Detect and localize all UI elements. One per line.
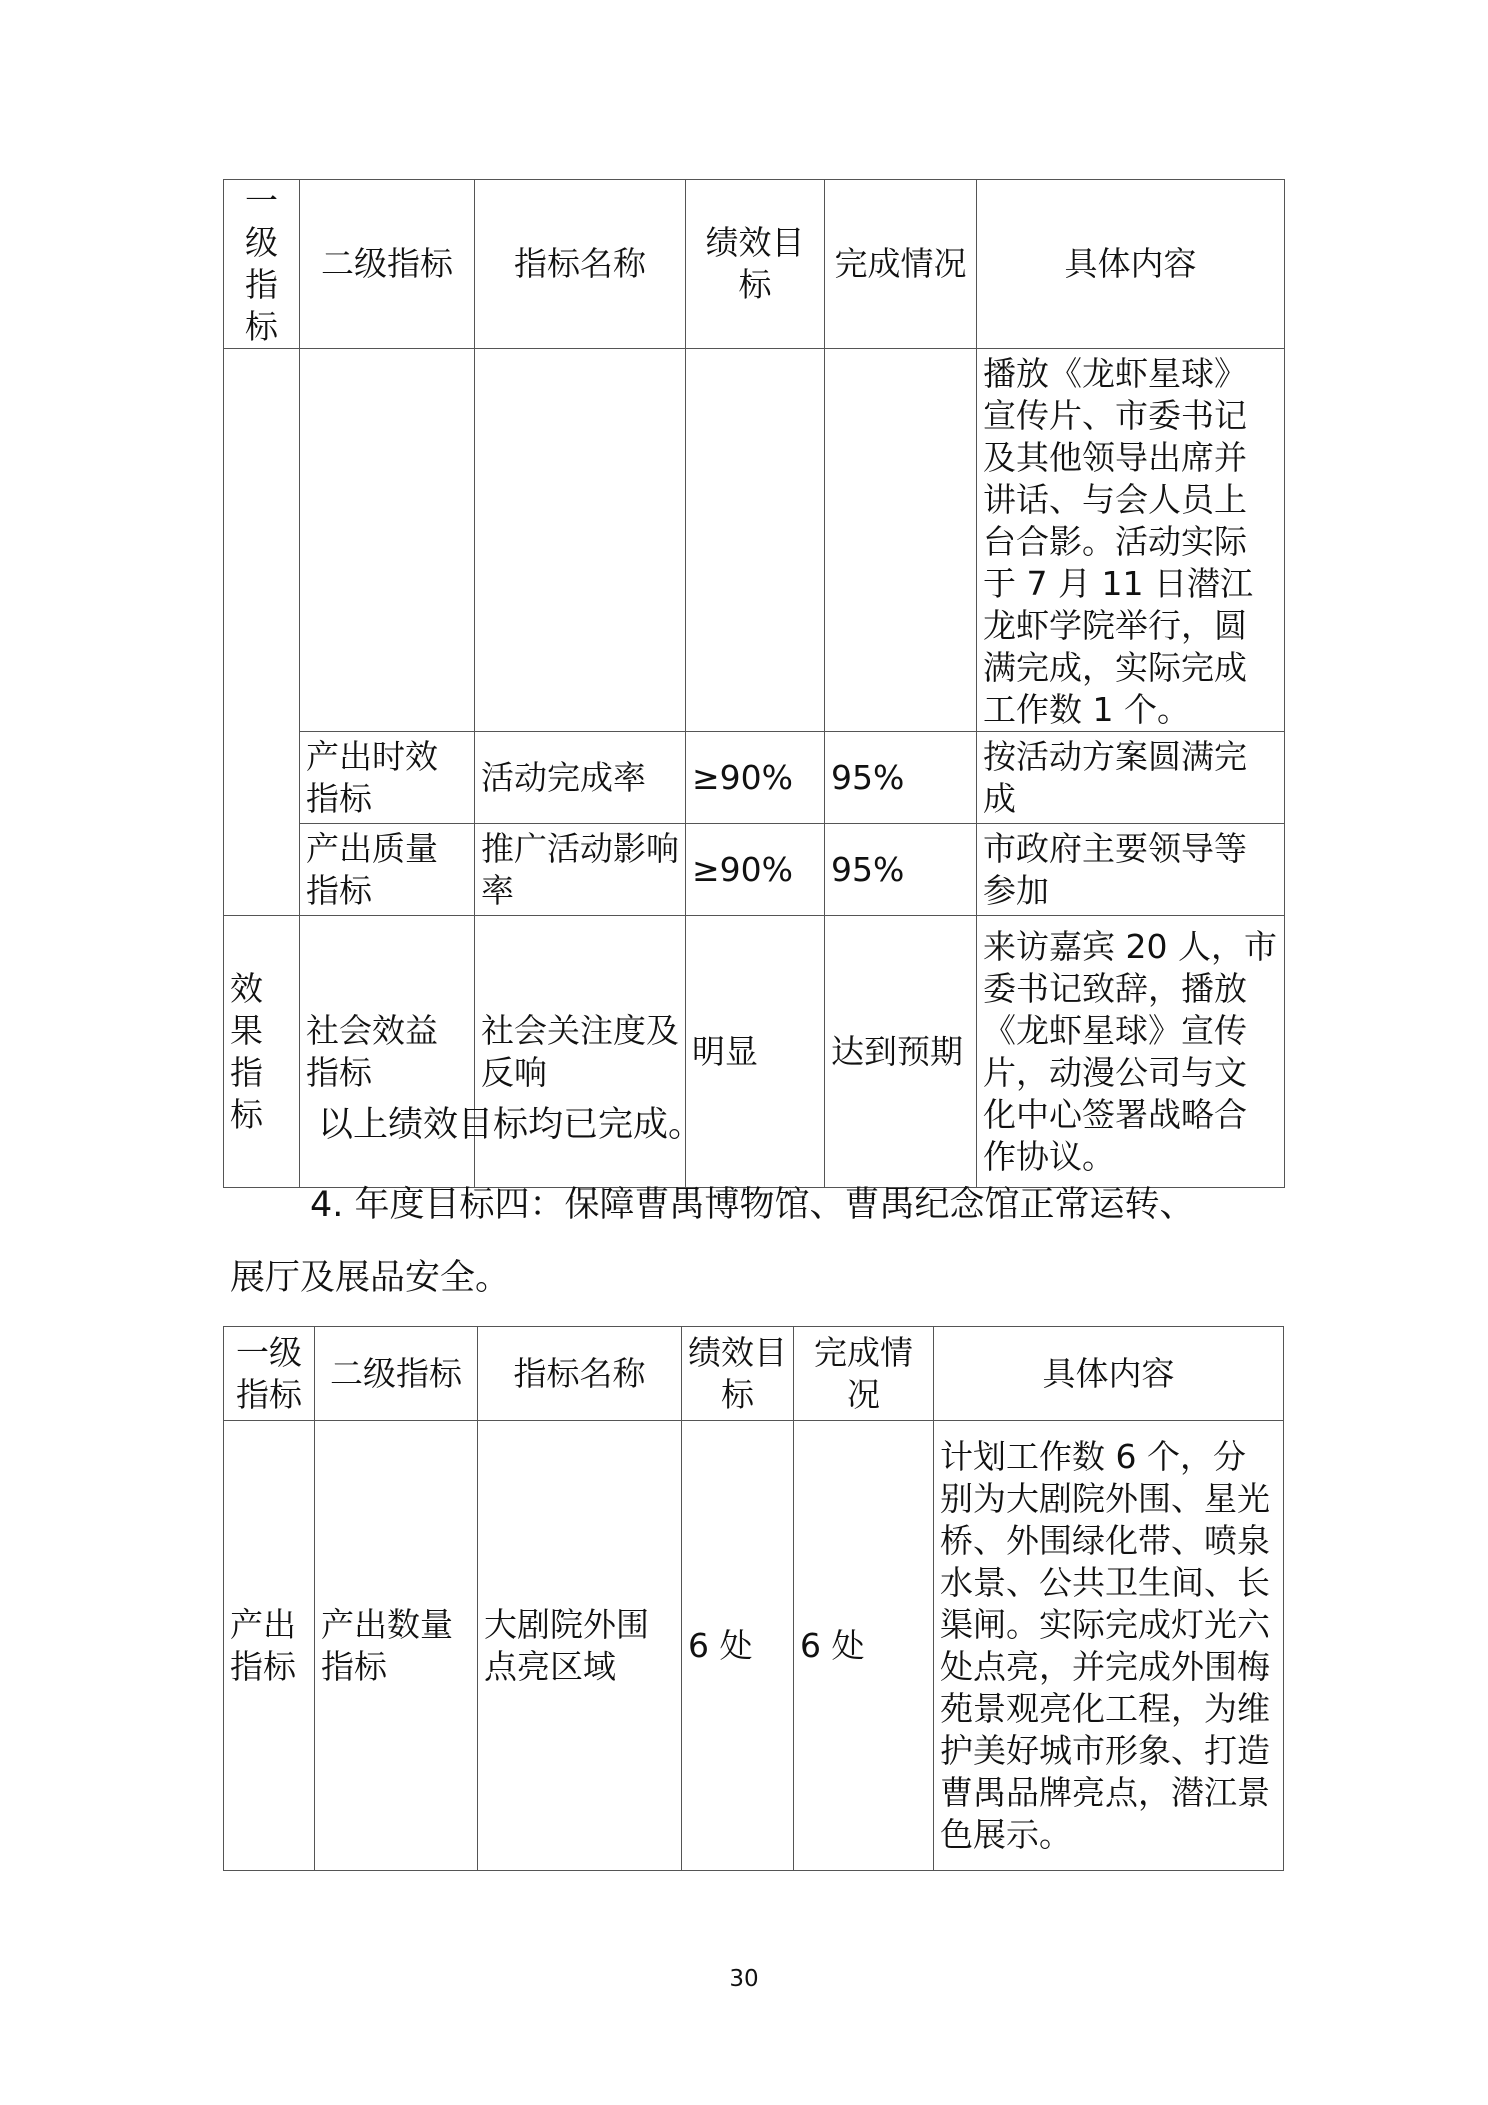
status-cell: 达到预期: [825, 916, 977, 1188]
level2-cell: 社会效益指标: [300, 916, 475, 1188]
level1-cell: 产出指标: [224, 1421, 315, 1871]
header-name: 指标名称: [475, 180, 686, 349]
name-cell: 活动完成率: [475, 732, 686, 824]
content-cell: 播放《龙虾星球》宣传片、市委书记及其他领导出席并讲话、与会人员上台合影。活动实际于 7 月 11 日潜江龙虾学院举行，圆满完成，实际完成工作数 1 个。: [977, 349, 1285, 732]
status-cell: 95%: [825, 732, 977, 824]
target-cell: 明显: [686, 916, 825, 1188]
table-row: [224, 824, 1285, 916]
name-cell: 社会关注度及反响: [475, 916, 686, 1188]
status-cell-empty: [825, 349, 977, 732]
goal-heading-line1: 4. 年度目标四：保障曹禺博物馆、曹禺纪念馆正常运转、: [310, 1185, 1195, 1225]
content-cell: 计划工作数 6 个，分别为大剧院外围、星光桥、外围绿化带、喷泉水景、公共卫生间、长渠闸。实际完成灯光六处点亮，并完成外围梅苑景观亮化工程，为维护美好城市形象、打造曹禺品牌亮点，潜江景色展示。: [934, 1421, 1284, 1871]
content-cell: 来访嘉宾 20 人，市委书记致辞，播放《龙虾星球》宣传片，动漫公司与文化中心签署战略合作协议。: [977, 916, 1285, 1188]
content-cell: 按活动方案圆满完成: [977, 732, 1285, 824]
header-target: 绩效目标: [686, 180, 825, 349]
header-level2: 二级指标: [315, 1327, 478, 1421]
name-cell-empty: [475, 349, 686, 732]
performance-table-1: [223, 179, 1285, 1188]
header-status: 完成情况: [794, 1327, 934, 1421]
level2-cell: 产出时效指标: [300, 732, 475, 824]
table-row: [224, 1421, 1284, 1871]
goal-heading-line2: 展厅及展品安全。: [230, 1258, 511, 1298]
performance-table-2: [223, 1326, 1284, 1871]
header-level2: 二级指标: [300, 180, 475, 349]
level1-cell-empty: [224, 349, 300, 916]
content-cell: 市政府主要领导等参加: [977, 824, 1285, 916]
table-header-row: [224, 180, 1285, 349]
header-name: 指标名称: [478, 1327, 682, 1421]
name-cell: 推广活动影响率: [475, 824, 686, 916]
header-content: 具体内容: [934, 1327, 1284, 1421]
table-header-row: [224, 1327, 1284, 1421]
header-level1: 一级指标: [224, 180, 300, 349]
target-cell-empty: [686, 349, 825, 732]
target-cell: ≥90%: [686, 824, 825, 916]
table-row: [224, 349, 1285, 732]
header-status: 完成情况: [825, 180, 977, 349]
header-content: 具体内容: [977, 180, 1285, 349]
status-cell: 6 处: [794, 1421, 934, 1871]
target-cell: 6 处: [682, 1421, 794, 1871]
level2-cell: 产出数量指标: [315, 1421, 478, 1871]
table-row: [224, 732, 1285, 824]
level1-cell: 效果指标: [224, 916, 300, 1188]
target-cell: ≥90%: [686, 732, 825, 824]
summary-text: 以上绩效目标均已完成。: [318, 1105, 704, 1145]
header-level1: 一级指标: [224, 1327, 315, 1421]
level2-cell: 产出质量指标: [300, 824, 475, 916]
status-cell: 95%: [825, 824, 977, 916]
page-number: 30: [729, 1966, 759, 1992]
name-cell: 大剧院外围点亮区域: [478, 1421, 682, 1871]
level2-cell-empty: [300, 349, 475, 732]
header-target: 绩效目标: [682, 1327, 794, 1421]
